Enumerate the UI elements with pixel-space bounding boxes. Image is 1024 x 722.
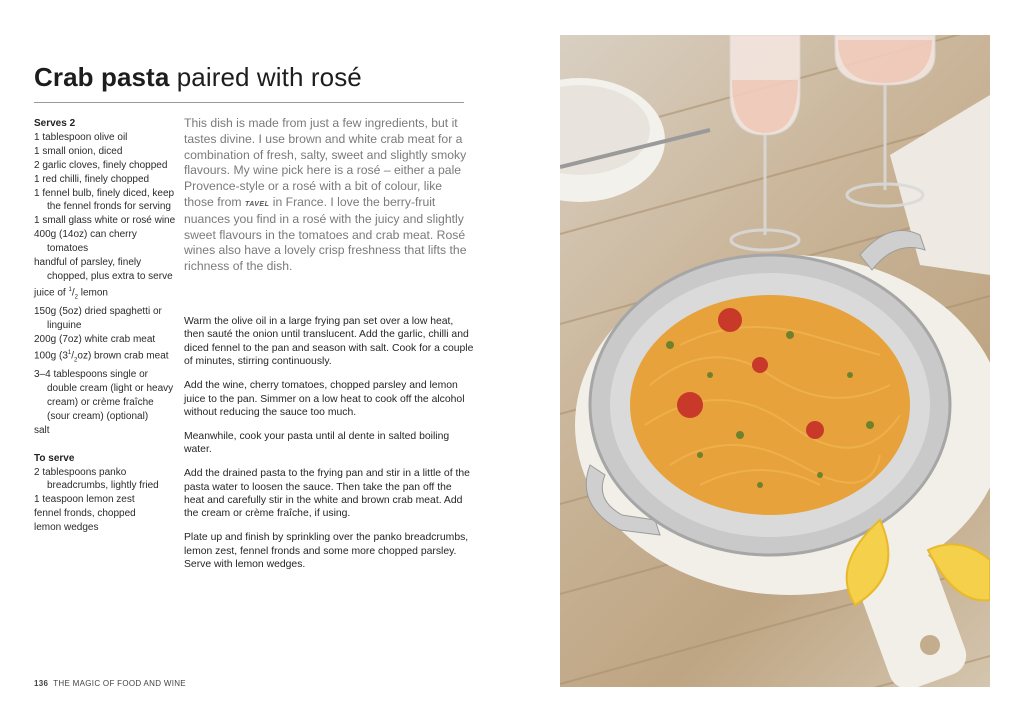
ingredient-item: 3–4 tablespoons single or double cream (light or heavy cream) or crème fraîche (sour cream) (optional) <box>34 369 174 422</box>
ingredient-item-brown-crab: 100g $(3^1/_2oz)$ brown crab meat <box>34 349 169 364</box>
serve-item: 1 teaspoon lemon zest <box>34 494 135 506</box>
serve-item: lemon wedges <box>34 522 99 534</box>
tavel-highlight: tavel <box>244 197 270 209</box>
title-bold: Crab pasta <box>34 62 170 92</box>
method-step: Meanwhile, cook your pasta until al dente in salted boiling water. <box>184 430 450 456</box>
ingredients-list <box>34 117 179 535</box>
ingredient-item: 2 garlic cloves, finely chopped <box>34 159 168 171</box>
page-footer <box>34 679 186 688</box>
dish-photo <box>560 35 990 687</box>
ingredient-item: 200g (7oz) white crab meat <box>34 333 156 345</box>
serve-item: fennel fronds, chopped <box>34 508 136 520</box>
ingredient-item: 400g (14oz) can cherry tomatoes <box>34 229 137 255</box>
ingredient-item-lemon-juice: juice of $^1/_2$ lemon <box>34 286 108 301</box>
ingredient-item: 1 small onion, diced <box>34 145 123 157</box>
page-number: 136 <box>34 679 49 688</box>
ingredient-item: 1 red chilli, finely chopped <box>34 173 150 185</box>
method-step: Add the wine, cherry tomatoes, chopped parsley and lemon juice to the pan. Simmer on a low heat to cook off the alcohol without reducing the sauce too much. <box>184 380 465 418</box>
photo-illustration <box>560 35 990 687</box>
to-serve-heading: To serve <box>34 452 75 464</box>
title-rest: paired with rosé <box>176 62 362 92</box>
wine-glass <box>730 35 800 250</box>
method-step: Warm the olive oil in a large frying pan set over a low heat, then sauté the onion until translucent. Add the garlic, chilli and diced fennel to the pan and season with salt. Cook for a couple of minutes, stirring continuously. <box>184 316 474 368</box>
ingredient-item: 150g (5oz) dried spaghetti or linguine <box>34 306 162 332</box>
serve-item: 2 tablespoons panko breadcrumbs, lightly fried <box>34 466 159 492</box>
ingredient-item: 1 tablespoon olive oil <box>34 131 128 143</box>
ingredient-item: handful of parsley, finely chopped, plus extra to serve <box>34 257 173 282</box>
book-title: THE MAGIC OF FOOD AND WINE <box>53 679 186 688</box>
ingredient-item: 1 small glass white or rosé wine <box>34 215 176 227</box>
method-step: Plate up and finish by sprinkling over the panko breadcrumbs, lemon zest, fennel fronds and some more chopped parsley. Serve with lemon wedges. <box>184 532 469 571</box>
intro-paragraph: This dish is made from just a few ingredients, but it tastes divine. I use brown and white crab meat for a combination of fresh, salty, sweet and slightly smoky flavours. My wine pick here is a rosé – either a pale Provence-style or a rosé with a bit of colour, like those from tavel in France. I love the berry-fruit nuances you find in a rosé with the juicy and slightly sweet flavours in the tomatoes and crab meat. Rosé wines also have a lovely crisp freshness that lifts the richness of the dish. <box>184 116 467 274</box>
pan-handle <box>860 231 925 271</box>
page-title <box>34 62 362 93</box>
serves-heading: Serves 2 <box>34 118 76 129</box>
method-step: Add the drained pasta to the frying pan and stir in a little of the pasta water to loosen the sauce. Then take the pan off the heat and carefully stir in the white and brown crab meat. Add the cream or crème fraîche, if using. <box>184 468 470 520</box>
ingredient-item: 1 fennel bulb, finely diced, keep the fennel fronds for serving <box>34 187 175 213</box>
method-steps <box>184 315 474 582</box>
title-rule <box>34 102 464 103</box>
ingredient-item: salt <box>34 424 50 436</box>
